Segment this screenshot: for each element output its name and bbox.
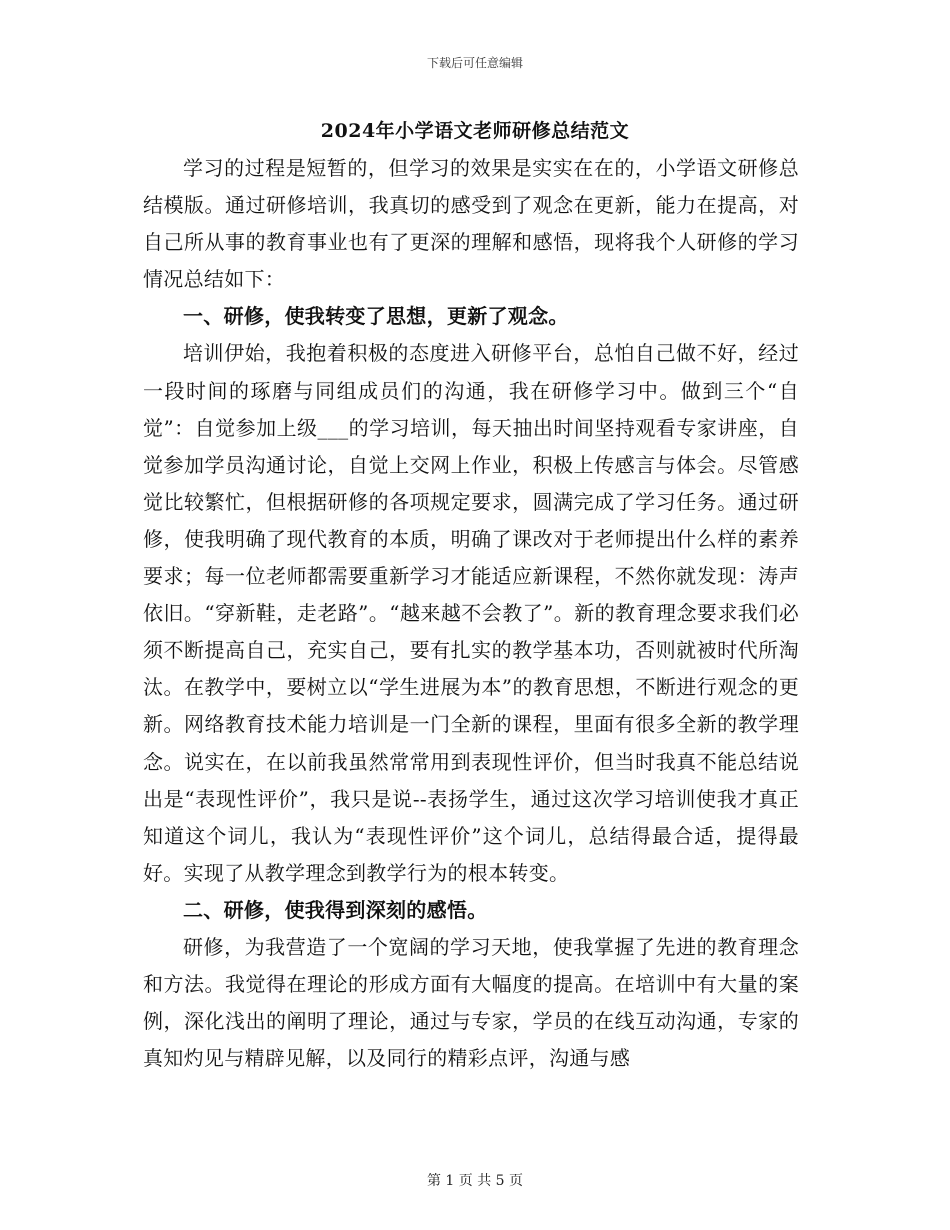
section-body-2: 研修，为我营造了一个宽阔的学习天地，使我掌握了先进的教育理念和方法。我觉得在理论的形成方面有大幅度的提高。在培训中有大量的案例，深化浅出的阐明了理论，通过与专家，学员的在线互动沟通，专家的真知灼见与精辟见解，以及同行的精彩点评，沟通与感 [143, 934, 799, 1071]
page-number: 第 1 页 共 5 页 [426, 1173, 524, 1189]
document-body [143, 150, 799, 1077]
intro-paragraph: 学习的过程是短暂的，但学习的效果是实实在在的，小学语文研修总结模版。通过研修培训，我真切的感受到了观念在更新，能力在提高，对自己所从事的教育事业也有了更深的理解和感悟，现将我个人研修的学习情况总结如下： [143, 156, 799, 292]
section-heading-2: 二、研修，使我得到深刻的感悟。 [183, 897, 488, 922]
section-heading-1: 一、研修，使我转变了思想，更新了观念。 [183, 304, 569, 329]
document-title: 2024年小学语文老师研修总结范文 [320, 120, 630, 142]
section-body-1: 培训伊始，我抱着积极的态度进入研修平台，总怕自己做不好，经过一段时间的琢磨与同组成员们的沟通，我在研修学习中。做到三个“自觉”：自觉参加上级___的学习培训，每天抽出时间坚持观看专家讲座，自觉参加学员沟通讨论，自觉上交网上作业，积极上传感言与体会。尽管感觉比较繁忙，但根据研修的各项规定要求，圆满完成了学习任务。通过研修，使我明确了现代教育的本质，明确了课改对于老师提出什么样的素养要求；每一位老师都需要重新学习才能适应新课程，不然你就发现：涛声依旧。“穿新鞋，走老路”。“越来越不会教了”。新的教育理念要求我们必须不断提高自己，充实自己，要有扎实的教学基本功，否则就被时代所淘汰。在教学中，要树立以“学生进展为本”的教育思想，不断进行观念的更新。网络教育技术能力培训是一门全新的课程，里面有很多全新的教学理念。说实在，在以前我虽然常常用到表现性评价，但当时我真不能总结说出是“表现性评价”，我只是说--表扬学生，通过这次学习培训使我才真正知道这个词儿，我认为“表现性评价”这个词儿，总结得最合适，提得最好。实现了从教学理念到教学行为的根本转变。 [143, 341, 799, 885]
header-note: 下载后可任意编辑 [426, 56, 523, 70]
